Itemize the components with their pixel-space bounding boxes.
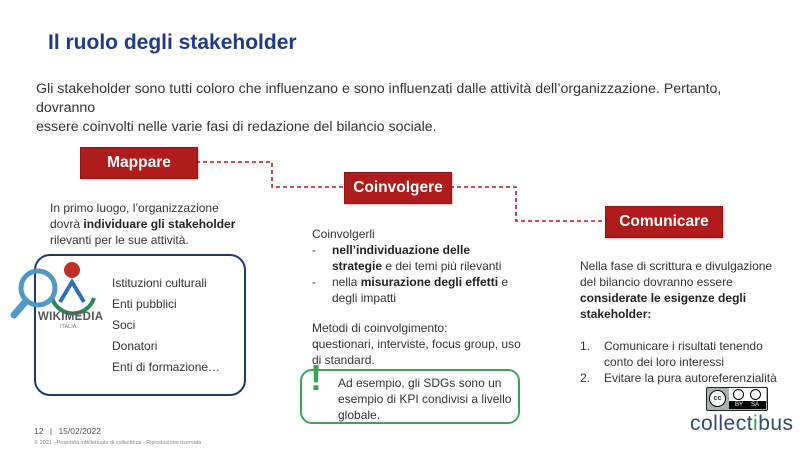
collectibus-logo: collectibus	[690, 412, 794, 435]
example-text: Ad esempio, gli SDGs sono un esempio di KPI condivisi a livello globale.	[338, 376, 512, 422]
comunicare-item-2: 2. Evitare la pura autoreferenzialità	[580, 371, 777, 385]
stakeholder-item-3: Soci	[112, 318, 136, 332]
footer-page-date: 12 | 15/02/2022	[34, 426, 101, 436]
comunicare-text: Nella fase di scrittura e divulgazione del bilancio dovranno essere considerate le esigenze degli stakeholder: 1. Comunicare i risultati tenendo conto dei loro interessi 2. Evitare la pura autoreferenzialità	[580, 258, 780, 386]
stakeholder-item-4: Donatori	[112, 339, 158, 353]
intro-line-2: essere coinvolti nelle varie fasi di redazione del bilancio sociale.	[36, 119, 437, 135]
mappare-text	[50, 200, 250, 248]
slide-title: Il ruolo degli stakeholder	[48, 31, 297, 54]
mappare-line-1: In primo luogo, l’organizzazione	[50, 201, 219, 215]
stakeholder-item-2: Enti pubblici	[112, 297, 177, 311]
methods-line-1: Metodi di coinvolgimento:	[312, 321, 448, 335]
methods-line-2: questionari, interviste, focus group, uso	[312, 337, 521, 351]
coinvolgere-bullet-2: - nella misurazione degli effetti e degli impatti	[312, 275, 509, 305]
mappare-bold: individuare gli stakeholder	[83, 217, 236, 231]
stakeholder-item-5: Enti di formazione…	[112, 360, 221, 374]
footer-copyright: © 2021 - Proprietà intellettuale di collectibus - Riproduzione riservata	[34, 440, 202, 446]
exclamation-icon: !	[310, 357, 322, 398]
page-number: 12	[34, 426, 44, 436]
connector-mappare-coinvolgere	[196, 162, 344, 187]
wikimedia-logo-text: WIKIMEDIA	[38, 311, 104, 323]
cc-labels: BY SA	[729, 401, 766, 409]
mappare-line-2: dovrà individuare gli stakeholder	[50, 217, 236, 231]
sa-icon	[750, 389, 761, 400]
footer-date: 15/02/2022	[58, 426, 101, 436]
comunicare-item-1: 1. Comunicare i risultati tenendo conto dei loro interessi	[580, 339, 763, 369]
step-mappare: Mappare	[80, 147, 198, 179]
wikimedia-logo-sub: ITALIA	[60, 324, 77, 330]
stakeholder-item-1: Istituzioni culturali	[112, 276, 207, 290]
intro-line-1: Gli stakeholder sono tutti coloro che influenzano e sono influenzati dalle attività dell’organizzazione. Pertanto, dovranno	[36, 81, 722, 116]
connector-coinvolgere-comunicare	[450, 187, 605, 221]
coinvolgere-line-1: Coinvolgerli	[312, 227, 375, 241]
cc-license-badge	[706, 387, 768, 411]
mappare-line-3: rilevanti per le sue attività.	[50, 233, 189, 247]
step-comunicare: Comunicare	[605, 206, 723, 238]
coinvolgere-text	[312, 226, 552, 368]
step-coinvolgere: Coinvolgere	[344, 172, 452, 204]
methods-line-3: di standard.	[312, 353, 375, 367]
by-icon	[733, 389, 744, 400]
coinvolgere-bullet-1: - nell’individuazione delle strategie e dei temi più rilevanti	[312, 243, 502, 273]
cc-attribution-icons	[729, 388, 766, 401]
cc-icon: cc	[709, 390, 726, 407]
